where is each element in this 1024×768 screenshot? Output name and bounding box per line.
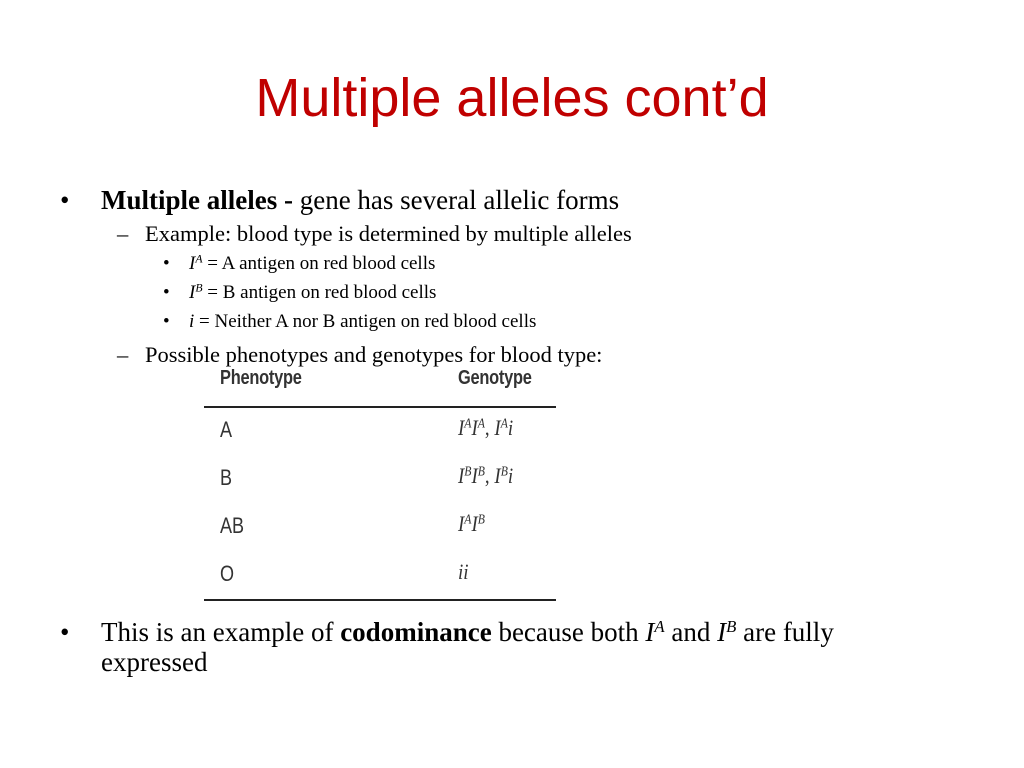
- allele-superscript: A: [654, 616, 665, 636]
- allele-superscript: B: [726, 616, 737, 636]
- allele-marker: •: [163, 282, 170, 303]
- table-top-rule: [204, 406, 556, 408]
- genotype-allele: I: [494, 415, 501, 440]
- allele-symbol: I: [645, 617, 655, 647]
- table-cell-genotype: [458, 559, 469, 585]
- genotype-separator: ,: [484, 415, 495, 440]
- genotype-separator: ,: [484, 463, 495, 488]
- allele-symbol: I: [717, 617, 727, 647]
- subbullet-text: Possible phenotypes and genotypes for blood type:: [145, 342, 603, 367]
- genotype-allele: I: [471, 463, 478, 488]
- bullet-codominance-line2: [101, 646, 207, 678]
- bullet-text: because both: [491, 617, 646, 647]
- allele-description: = Neither A nor B antigen on red blood cells: [194, 311, 537, 332]
- allele-symbol: i: [189, 311, 195, 332]
- bullet-marker: •: [60, 185, 70, 215]
- bullet-bold-term: Multiple alleles -: [101, 185, 293, 215]
- genotype-allele: I: [458, 415, 465, 440]
- genotype-superscript: A: [477, 415, 485, 431]
- bullet-text: gene has several allelic forms: [292, 185, 620, 215]
- genotype-allele: I: [471, 415, 478, 440]
- dash-marker: –: [117, 342, 129, 367]
- table-cell-phenotype: AB: [220, 513, 245, 538]
- genotype-allele: I: [471, 511, 478, 536]
- table-cell-genotype: [458, 415, 513, 441]
- genotype-superscript: A: [500, 415, 508, 431]
- dash-marker: –: [117, 221, 129, 246]
- bullet-marker: •: [60, 617, 70, 647]
- genotype-superscript: B: [477, 463, 485, 479]
- table-cell-phenotype: A: [220, 417, 233, 442]
- genotype-allele: I: [458, 463, 465, 488]
- allele-marker: •: [163, 311, 170, 332]
- genotype-superscript: A: [464, 415, 472, 431]
- genotype-superscript: B: [477, 511, 485, 527]
- genotype-superscript: A: [464, 511, 472, 527]
- genotype-superscript: B: [464, 463, 472, 479]
- bullet-text: expressed: [101, 647, 208, 677]
- genotype-allele: i: [507, 415, 514, 440]
- allele-symbol: I: [189, 253, 196, 274]
- genotype-allele: ii: [458, 559, 469, 584]
- allele-symbol: I: [189, 282, 196, 303]
- bullet-text: This is an example of: [101, 617, 341, 647]
- genotype-allele: I: [458, 511, 465, 536]
- subbullet-text: Example: blood type is determined by multiple alleles: [145, 221, 632, 246]
- allele-marker: •: [163, 253, 170, 274]
- allele-description: = B antigen on red blood cells: [202, 282, 437, 303]
- table-cell-genotype: [458, 463, 513, 489]
- genotype-allele: i: [507, 463, 514, 488]
- bullet-text: and: [664, 617, 718, 647]
- table-header-phenotype: Phenotype: [220, 367, 302, 389]
- blood-type-table: [204, 364, 556, 602]
- table-cell-phenotype: O: [220, 561, 235, 586]
- bullet-text: are fully: [736, 617, 834, 647]
- slide-title: Multiple alleles cont’d: [255, 68, 769, 128]
- genotype-superscript: B: [500, 463, 508, 479]
- allele-superscript: A: [195, 252, 203, 266]
- table-cell-phenotype: B: [220, 465, 233, 490]
- table-cell-genotype: [458, 511, 485, 537]
- genotype-allele: I: [494, 463, 501, 488]
- allele-superscript: B: [195, 281, 203, 295]
- table-header-genotype: Genotype: [458, 367, 532, 389]
- allele-description: = A antigen on red blood cells: [202, 253, 436, 274]
- table-bottom-rule: [204, 599, 556, 601]
- bullet-bold-term: codominance: [340, 617, 492, 647]
